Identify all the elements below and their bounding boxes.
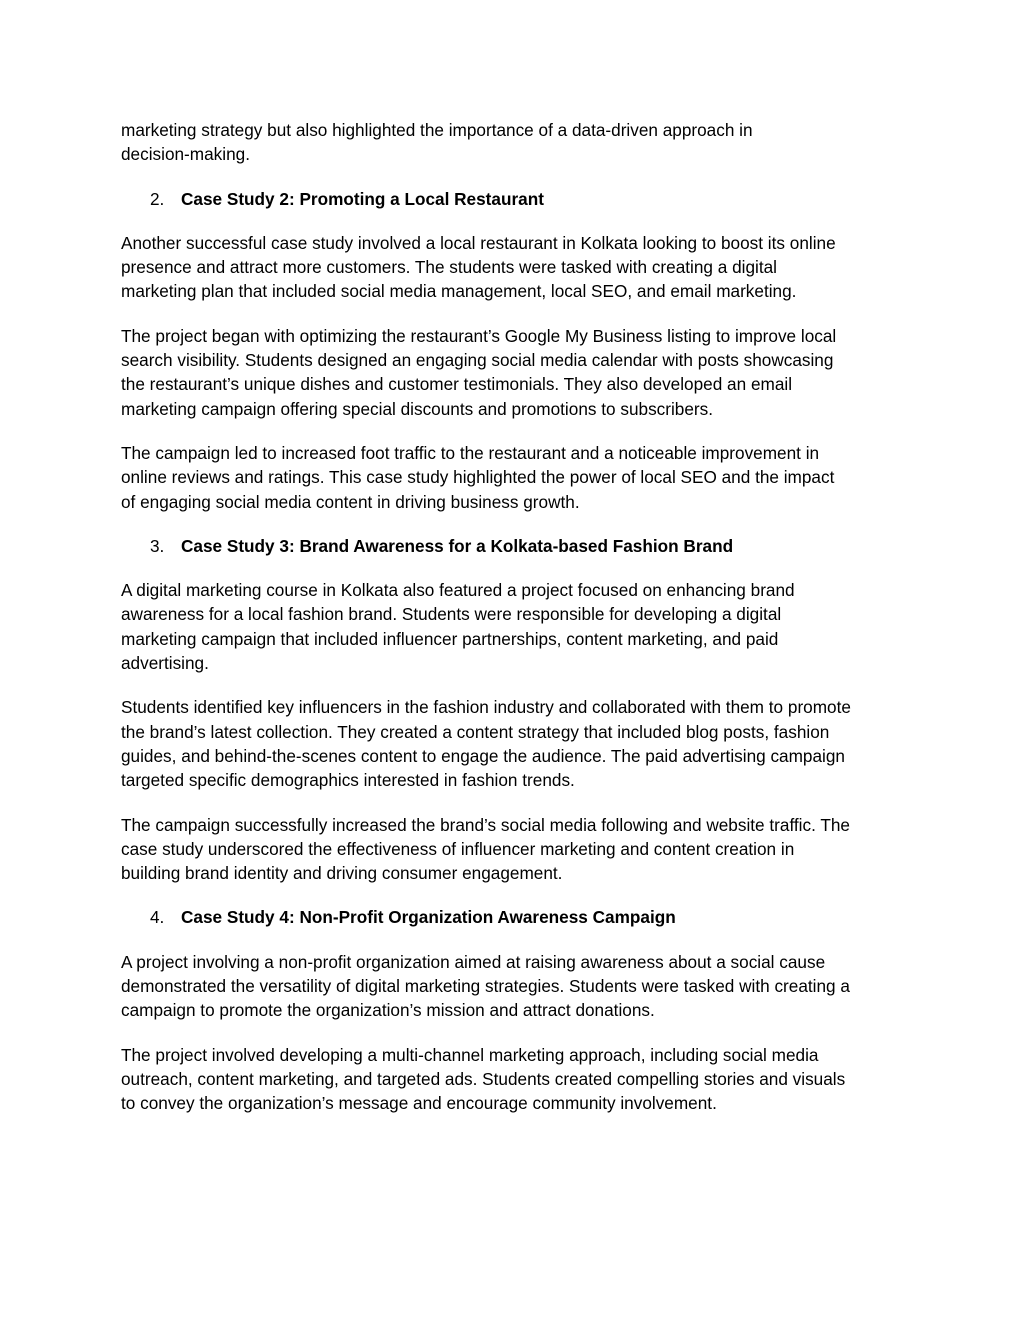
paragraph-nonprofit-project: The project involved developing a multi-channel marketing approach, including social media outreach, content marketing, and targeted ads. Students created compelling stories and visuals to convey the organization’s message and encourage community involvement. xyxy=(121,1044,846,1114)
list-number: 3. xyxy=(150,535,165,556)
paragraph-restaurant-overview: Another successful case study involved a local restaurant in Kolkata looking to boost its online presence and attract more customers. The students were tasked with creating a digital marketing plan that included social media management, local SEO, and email marketing. xyxy=(121,232,836,302)
paragraph-restaurant-project: The project began with optimizing the restaurant’s Google My Business listing to improve local search visibility. Students designed an engaging social media calendar with posts showcasing the restaurant’s unique dishes and customer testimonials. They also developed an email marketing campaign offering special discounts and promotions to subscribers. xyxy=(121,325,837,419)
case-study-title: Case Study 4: Non-Profit Organization Awareness Campaign xyxy=(181,907,676,928)
paragraph-nonprofit-overview: A project involving a non-profit organization aimed at raising awareness about a social cause demonstrated the versatility of digital marketing strategies. Students were tasked with creating a campaign to promote the organization’s mission and attract donations. xyxy=(121,951,850,1021)
case-study-4-heading xyxy=(121,905,911,929)
paragraph-fashion-project: Students identified key influencers in the fashion industry and collaborated with them to promote the brand’s latest collection. They created a content strategy that included blog posts, fashion guides, and behind-the-scenes content to engage the audience. The paid advertising campaign targeted specific demographics interested in fashion trends. xyxy=(121,697,851,791)
document-page xyxy=(121,118,911,1136)
paragraph-restaurant-results: The campaign led to increased foot traffic to the restaurant and a noticeable improvement in online reviews and ratings. This case study highlighted the power of local SEO and the impact of engaging social media content in driving business growth. xyxy=(121,442,835,512)
paragraph-fashion-overview: A digital marketing course in Kolkata also featured a project focused on enhancing brand awareness for a local fashion brand. Students were responsible for developing a digital marketing campaign that included influencer partnerships, content marketing, and paid advertising. xyxy=(121,580,795,674)
case-study-2-heading xyxy=(121,187,911,211)
list-number: 4. xyxy=(150,907,165,928)
case-study-3-heading xyxy=(121,534,911,558)
list-number: 2. xyxy=(150,188,165,209)
paragraph-intro-continuation: marketing strategy but also highlighted the importance of a data-driven approach in decision-making. xyxy=(121,120,753,165)
case-study-title: Case Study 2: Promoting a Local Restaurant xyxy=(181,188,544,209)
case-study-title: Case Study 3: Brand Awareness for a Kolkata-based Fashion Brand xyxy=(181,535,734,556)
paragraph-fashion-results: The campaign successfully increased the brand’s social media following and website traffic. The case study underscored the effectiveness of influencer marketing and content creation in building brand identity and driving consumer engagement. xyxy=(121,814,850,884)
